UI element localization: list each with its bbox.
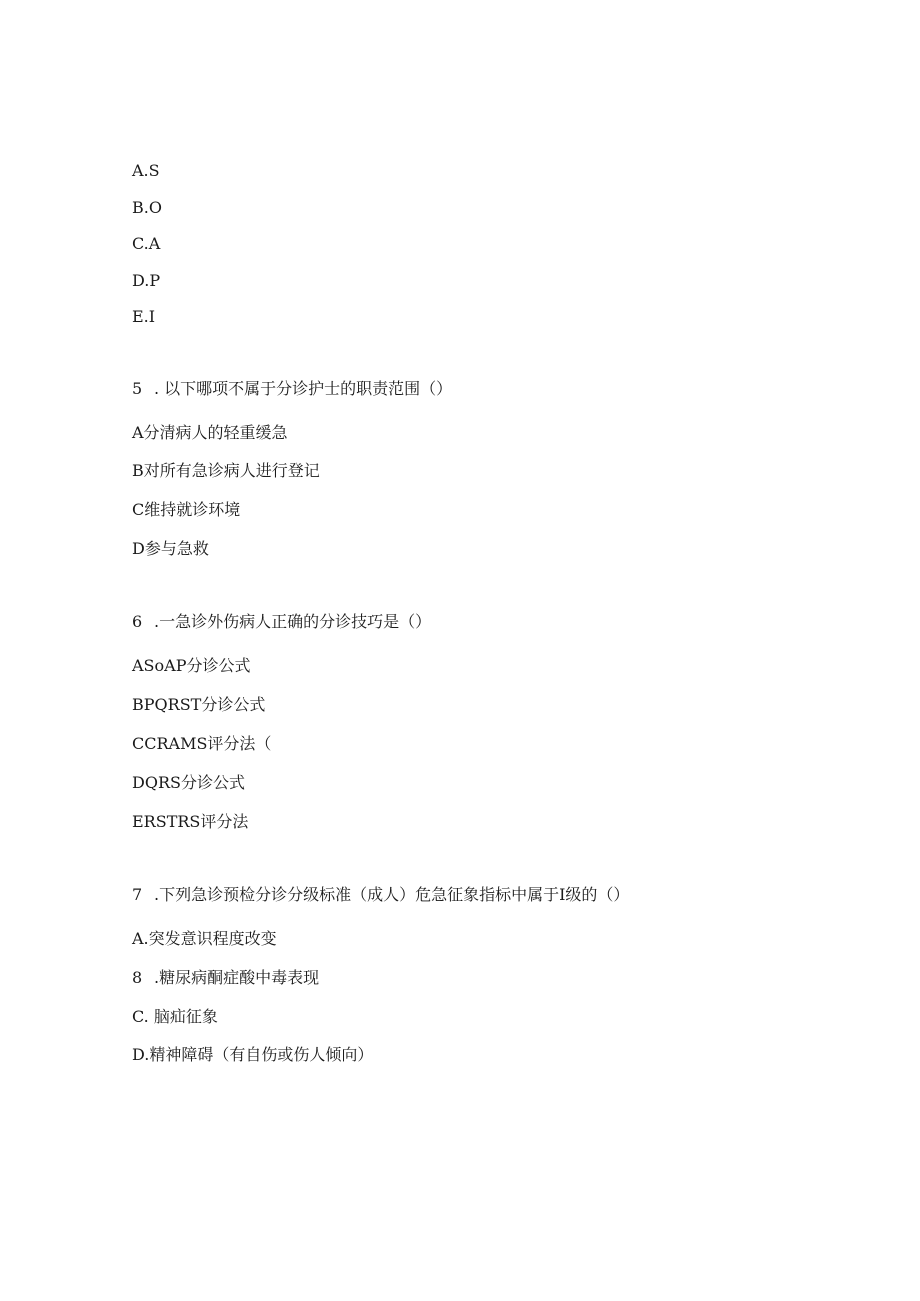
option-a: A.S bbox=[132, 161, 160, 180]
question-text: .一急诊外伤病人正确的分诊技巧是（） bbox=[154, 612, 432, 631]
option-e: E.I bbox=[132, 307, 156, 326]
q5-option-b: B对所有急诊病人进行登记 bbox=[132, 461, 320, 480]
question-text: .糖尿病酮症酸中毒表现 bbox=[154, 968, 320, 987]
option-b: B.O bbox=[132, 198, 162, 217]
q5-option-a: A分清病人的轻重缓急 bbox=[132, 423, 288, 442]
question-number: 7 bbox=[132, 885, 143, 904]
q6-option-b: BPQRST分诊公式 bbox=[132, 695, 266, 714]
q8-option-d: D.精神障碍（有自伤或伤人倾向） bbox=[132, 1045, 374, 1064]
option-d: D.P bbox=[132, 271, 161, 290]
question-number: 6 bbox=[132, 612, 143, 631]
q5-option-c: C维持就诊环境 bbox=[132, 500, 241, 519]
q6-option-e: ERSTRS评分法 bbox=[132, 812, 249, 831]
q6-option-a: ASoAP分诊公式 bbox=[132, 656, 251, 675]
question-number: 8 bbox=[132, 968, 143, 987]
question-7-stem bbox=[132, 885, 629, 905]
question-8-stem bbox=[132, 968, 319, 988]
question-text: .下列急诊预检分诊分级标准（成人）危急征象指标中属于I级的（） bbox=[154, 885, 630, 904]
question-number: 5 bbox=[132, 379, 143, 398]
q8-option-c: C. 脑疝征象 bbox=[132, 1007, 218, 1026]
q6-option-d: DQRS分诊公式 bbox=[132, 773, 245, 792]
option-c: C.A bbox=[132, 234, 161, 253]
question-6-stem bbox=[132, 612, 431, 632]
question-text: . 以下哪项不属于分诊护士的职责范围（） bbox=[154, 379, 453, 398]
q7-option-a: A.突发意识程度改变 bbox=[132, 929, 277, 948]
q5-option-d: D参与急救 bbox=[132, 539, 209, 558]
question-5-stem bbox=[132, 379, 452, 399]
q6-option-c: CCRAMS评分法（ bbox=[132, 734, 272, 753]
